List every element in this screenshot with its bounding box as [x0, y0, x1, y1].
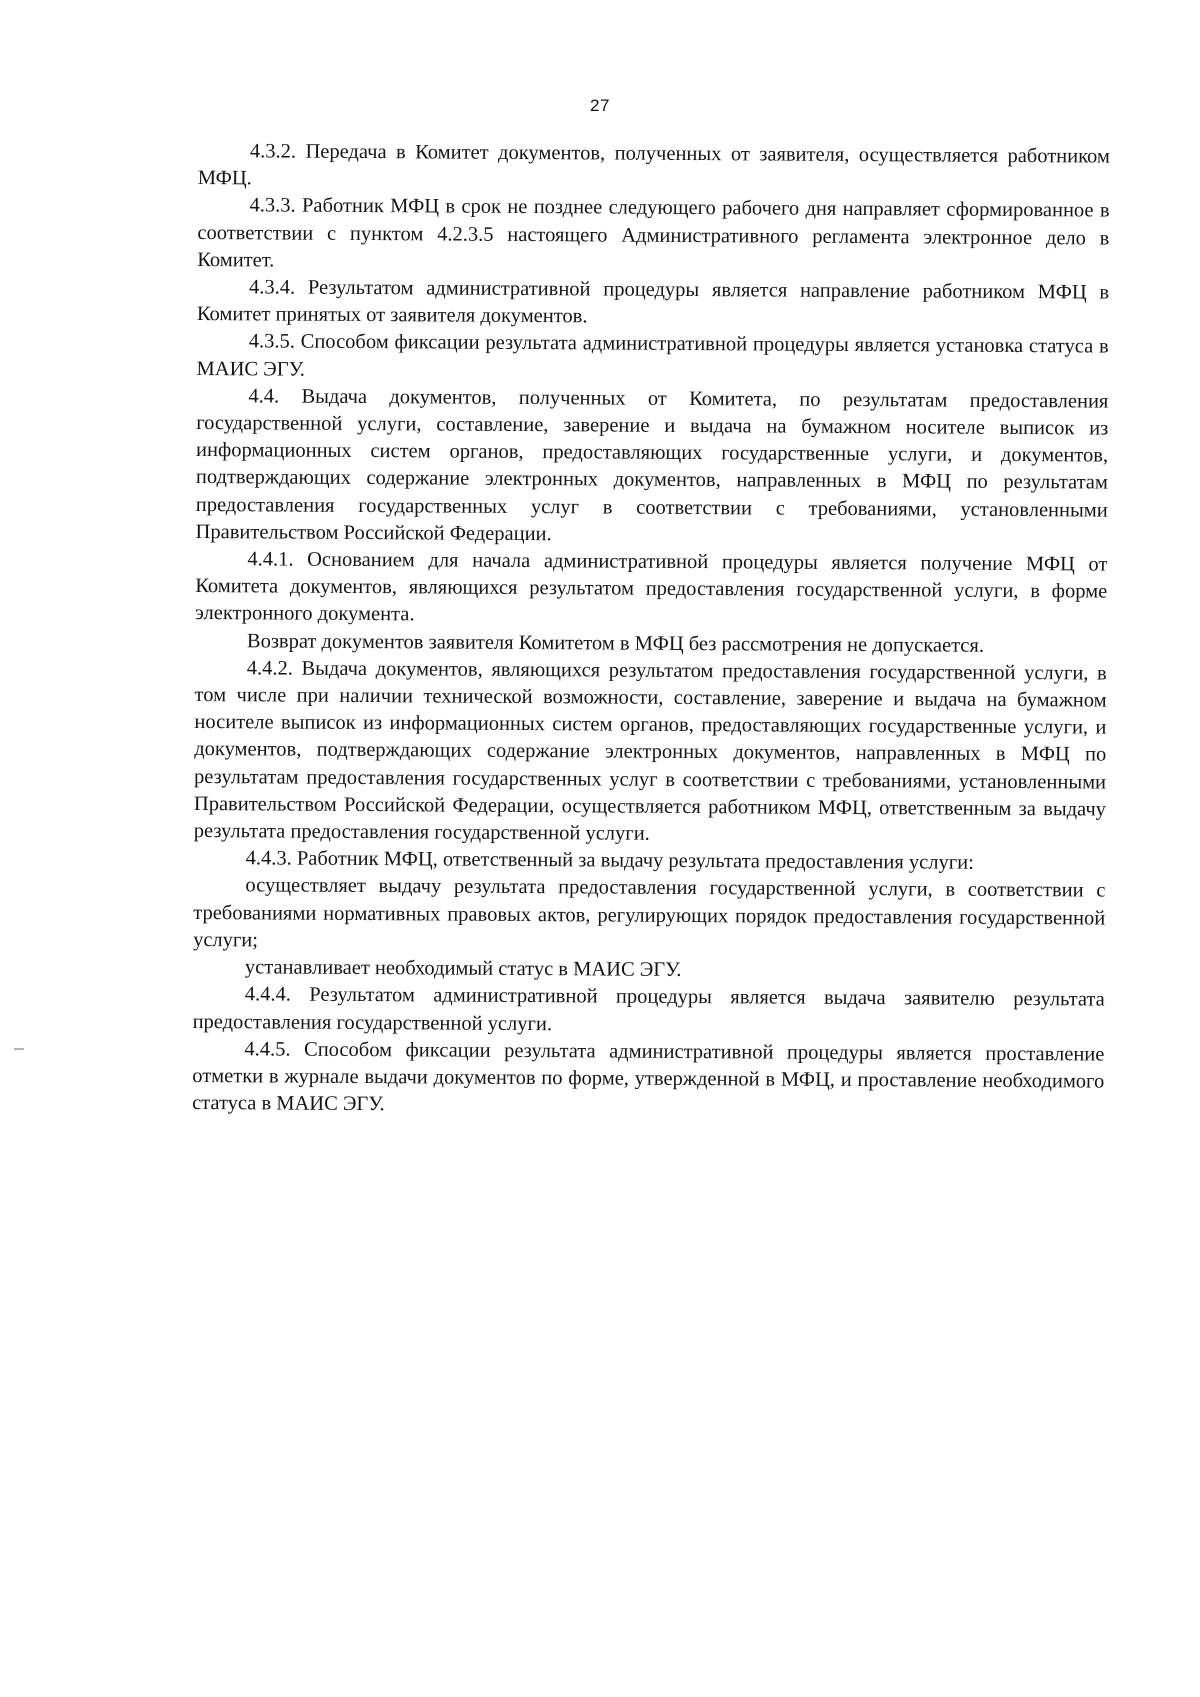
- paragraph-4-4-1: 4.4.1. Основанием для начала административной процедуры является получение МФЦ от Комитета документов, являющихся результатом предоставления государственной услуги, в форме электронного документа.: [195, 548, 1108, 626]
- paragraph-4-4: 4.4. Выдача документов, полученных от Комитета, по результатам предоставления государственной услуги, составление, заверение и выдача на бумажном носителе выписок из информационных систем органов, предоставляющих государственные услуги, и документов, подтверждающих содержание электронных документов, направленных в МФЦ по результатам предоставления государственных услуг в соответствии с требованиями, установленными Правительством Российской Федерации.: [195, 385, 1109, 546]
- paragraph-4-4-3-item-issues-result: осуществляет выдачу результата предоставления государственной услуги, в соответствии с требованиями нормативных правовых актов, регулирующих порядок предоставления государственной услуги;: [193, 874, 1106, 952]
- paragraph-4-4-5: 4.4.5. Способом фиксации результата административной процедуры является проставление отметки в журнале выдачи документов по форме, утвержденной в МФЦ, и проставление необходимого статуса в МАИС ЭГУ.: [192, 1038, 1105, 1116]
- paragraph-return-of-documents: Возврат документов заявителя Комитетом в МФЦ без рассмотрения не допускается.: [246, 629, 985, 657]
- paragraph-4-3-3: 4.3.3. Работник МФЦ в срок не позднее следующего рабочего дня направляет сформированное в соответствии с пунктом 4.2.3.5 настоящего Административного регламента электронное дело в Комитет.: [197, 194, 1110, 272]
- paragraph-4-4-3: 4.4.3. Работник МФЦ, ответственный за выдачу результата предоставления услуги:: [245, 847, 974, 875]
- paragraph-4-4-4: 4.4.4. Результатом административной процедуры является выдача заявителю результата предоставления государственной услуги.: [192, 983, 1105, 1035]
- page-number: 27: [590, 96, 610, 115]
- document-body: [192, 138, 1110, 1123]
- scan-margin-mark: [14, 1048, 24, 1050]
- paragraph-4-3-2: 4.3.2. Передача в Комитет документов, полученных от заявителя, осуществляется работником МФЦ.: [197, 140, 1110, 190]
- paragraph-4-3-4: 4.3.4. Результатом административной процедуры является направление работником МФЦ в Комитет принятых от заявителя документов.: [196, 276, 1110, 328]
- paragraph-4-3-5: 4.3.5. Способом фиксации результата административной процедуры является установка статуса в МАИС ЭГУ.: [196, 330, 1109, 381]
- paragraph-4-4-3-item-sets-status: устанавливает необходимый статус в МАИС ЭГУ.: [244, 956, 682, 982]
- paragraph-4-4-2: 4.4.2. Выдача документов, являющихся результатом предоставления государственной услуги, в том числе при наличии технической возможности, составление, заверение и выдача на бумажном носителе выписок из информационных систем органов, предоставляющих государственные услуги, и документов, подтверждающих содержание электронных документов, направленных в МФЦ по результатам предоставления государственных услуг в соответствии с требованиями, установленными Правительством Российской Федерации, осуществляется работником МФЦ, ответственным за выдачу результата предоставления государственной услуги.: [193, 657, 1107, 845]
